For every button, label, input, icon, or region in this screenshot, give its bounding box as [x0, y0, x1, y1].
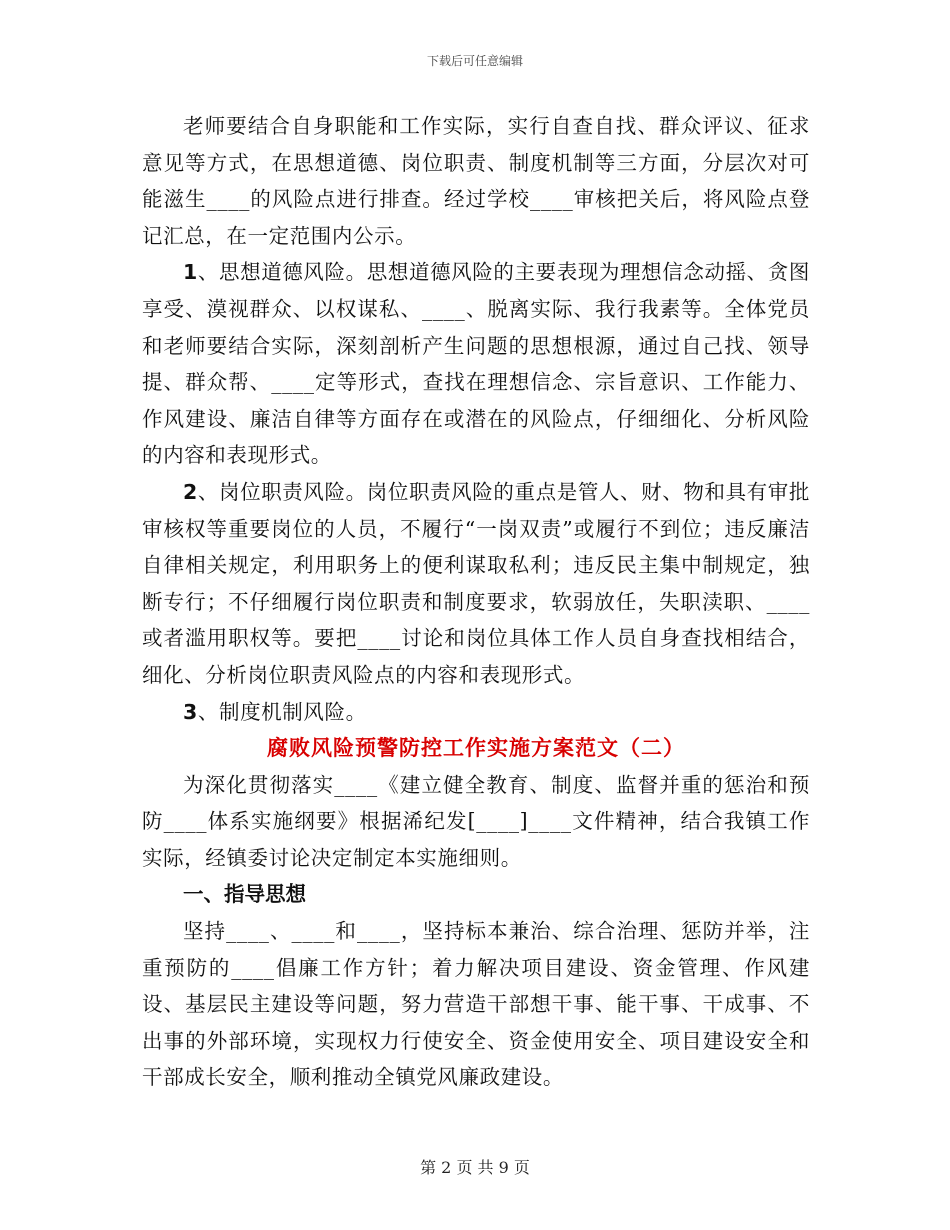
header-note: 下载后可任意编辑 — [426, 54, 523, 68]
paragraph-post-risk — [142, 474, 810, 694]
paragraph-text: 、制度机制风险。 — [197, 699, 367, 724]
section-title: 腐败风险预警防控工作实施方案范文（二） — [267, 736, 685, 761]
document-body — [142, 108, 810, 1096]
heading-guiding-ideology: 一、指导思想 — [183, 882, 306, 907]
paragraph-purpose: 为深化贯彻落实____《建立健全教育、制度、监督并重的惩治和预防____体系实施纲要》根据浠纪发[____]____文件精神，结合我镇工作实际，经镇委讨论决定制定本实施细则。 — [142, 772, 810, 870]
page-number: 第 2 页 共 9 页 — [420, 1158, 530, 1177]
item-number: 2 — [183, 479, 198, 504]
paragraph-text: 、思想道德风险。思想道德风险的主要表现为理想信念动摇、贪图享受、漠视群众、以权谋私、____、脱离实际、我行我素等。全体党员和老师要结合实际，深刻剖析产生问题的思想根源，通过自己找、领导提、群众帮、____定等形式，查找在理想信念、宗旨意识、工作能力、作风建设、廉洁自律等方面存在或潜在的风险点，仔细细化、分析风险的内容和表现形式。 — [142, 260, 810, 468]
paragraph-system-risk — [142, 694, 810, 731]
item-number: 1 — [183, 260, 198, 285]
paragraph-guiding-ideology: 坚持____、____和____，坚持标本兼治、综合治理、惩防并举，注重预防的____倡廉工作方针；着力解决项目建设、资金管理、作风建设、基层民主建设等问题，努力营造干部想干事、能干事、干成事、不出事的外部环境，实现权力行使安全、资金使用安全、项目建设安全和干部成长安全，顺利推动全镇党风廉政建设。 — [142, 919, 810, 1090]
paragraph-text: 、岗位职责风险。岗位职责风险的重点是管人、财、物和具有审批审核权等重要岗位的人员，不履行“一岗双责”或履行不到位；违反廉洁自律相关规定，利用职务上的便利谋取私利；违反民主集中制规定，独断专行；不仔细履行岗位职责和制度要求，软弱放任，失职渎职、____或者滥用职权等。要把____讨论和岗位具体工作人员自身查找相结合，细化、分析岗位职责风险点的内容和表现形式。 — [142, 479, 810, 687]
paragraph-moral-risk — [142, 254, 810, 474]
item-number: 3 — [183, 699, 198, 724]
paragraph-intro: 老师要结合自身职能和工作实际，实行自查自找、群众评议、征求意见等方式，在思想道德、岗位职责、制度机制等三方面，分层次对可能滋生____的风险点进行排查。经过学校____审核把关后，将风险点登记汇总，在一定范围内公示。 — [142, 114, 810, 248]
